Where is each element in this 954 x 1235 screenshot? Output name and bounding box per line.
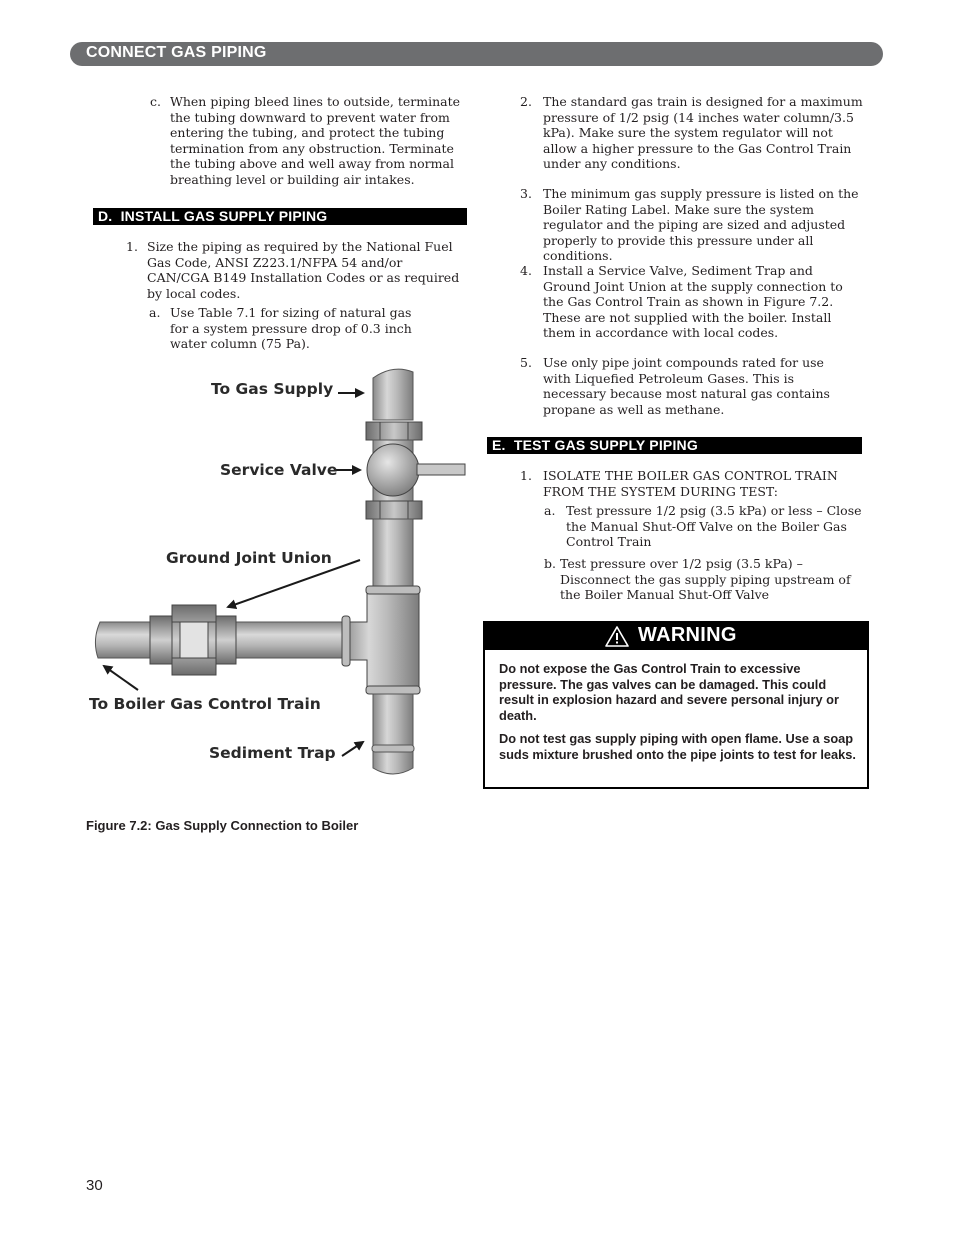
warning-header <box>485 623 867 650</box>
arrow-sediment-trap <box>342 742 363 756</box>
section-d-letter: D. <box>98 208 113 224</box>
list-item-marker: a. <box>149 305 161 320</box>
label-to-boiler-gas-control-train: To Boiler Gas Control Train <box>89 695 321 713</box>
section-e-heading <box>487 437 862 454</box>
gas-piping-illustration <box>80 360 480 785</box>
service-valve-handle <box>417 464 465 475</box>
section-e-letter: E. <box>492 437 506 453</box>
page-number: 30 <box>86 1177 103 1194</box>
list-item-2 <box>520 94 865 174</box>
section-e-title: TEST GAS SUPPLY PIPING <box>513 437 698 453</box>
list-item-text: Install a Service Valve, Sediment Trap and Ground Joint Union at the supply connection to the Gas Control Train as shown in Figure 7.2. These are not supplied with the boiler. Install them in accordance with local codes. <box>543 263 843 341</box>
arrow-boiler-train <box>104 666 138 690</box>
list-item-1a <box>149 305 449 353</box>
label-to-gas-supply: To Gas Supply <box>211 380 334 398</box>
warning-paragraph-1: Do not expose the Gas Control Train to excessive pressure. The gas valves can be damaged. This could result in explosion hazard and severe personal injury or death. <box>499 661 839 723</box>
list-item-marker: 1. <box>520 468 532 483</box>
list-item-marker: 1. <box>126 239 138 254</box>
list-item-text: When piping bleed lines to outside, terminate the tubing downward to prevent water from entering the tubing, and protect the tubing termination from any obstruction. Terminate the tubing above and well away from normal breathing level or building air intakes. <box>170 94 460 187</box>
lower-coupling <box>366 501 422 519</box>
list-item-marker: c. <box>150 94 161 109</box>
list-item-1 <box>126 239 466 303</box>
label-ground-joint-union: Ground Joint Union <box>166 549 332 567</box>
list-item-c <box>150 94 470 189</box>
list-item-marker: 4. <box>520 263 532 278</box>
tee-fitting <box>342 592 419 690</box>
list-item-text: Test pressure over 1/2 psig (3.5 kPa) – Disconnect the gas supply piping upstream of the Boiler Manual Shut-Off Valve <box>560 556 851 603</box>
section-header-title: CONNECT GAS PIPING <box>86 44 267 61</box>
list-item-marker: 3. <box>520 186 532 201</box>
warning-title: WARNING <box>638 624 737 646</box>
list-item-text: Test pressure 1/2 psig (3.5 kPa) or less – Close the Manual Shut-Off Valve on the Boiler Gas Control Train <box>566 503 862 550</box>
list-item-e1a <box>544 503 864 551</box>
list-item-text: Use Table 7.1 for sizing of natural gas for a system pressure drop of 0.3 inch water column (75 Pa). <box>170 305 412 352</box>
list-item-marker: 2. <box>520 94 532 109</box>
warning-paragraph-2: Do not test gas supply piping with open flame. Use a soap suds mixture brushed onto the pipe joints to test for leaks. <box>499 731 856 762</box>
list-item-text: The standard gas train is designed for a maximum pressure of 1/2 psig (14 inches water column/3.5 kPa). Make sure the system regulator will not allow a higher pressure to the Gas Control Train under any conditions. <box>543 94 863 172</box>
arrow-union <box>228 560 360 607</box>
section-d-heading <box>93 208 467 225</box>
list-item-5 <box>520 355 865 419</box>
list-item-text: Size the piping as required by the National Fuel Gas Code, ANSI Z223.1/NFPA 54 and/or CAN/CGA B149 Installation Codes or as required by local codes. <box>147 239 460 301</box>
list-item-marker: a. <box>544 503 556 518</box>
gas-piping-figure <box>80 360 480 785</box>
section-d-title: INSTALL GAS SUPPLY PIPING <box>120 208 328 224</box>
list-item-text: ISOLATE THE BOILER GAS CONTROL TRAIN FROM THE SYSTEM DURING TEST: <box>543 468 838 499</box>
upper-coupling <box>366 422 422 440</box>
label-sediment-trap: Sediment Trap <box>209 744 336 762</box>
list-item-e1 <box>520 468 865 502</box>
list-item-text: Use only pipe joint compounds rated for use with Liquefied Petroleum Gases. This is necessary because most natural gas contains propane as well as methane. <box>543 355 830 417</box>
warning-triangle-icon <box>605 626 629 647</box>
label-service-valve: Service Valve <box>220 461 338 479</box>
list-item-3 <box>520 186 865 264</box>
list-item-marker: b. <box>544 556 556 571</box>
section-header-bar <box>70 42 883 66</box>
supply-pipe-top <box>373 369 413 420</box>
sediment-trap-pipe <box>373 694 413 774</box>
list-item-text: The minimum gas supply pressure is listed on the Boiler Rating Label. Make sure the system regulator and the piping are sized and adjusted properly to provide this pressure under all conditions. <box>543 186 859 264</box>
service-valve-body <box>367 444 419 496</box>
list-item-marker: 5. <box>520 355 532 370</box>
figure-caption: Figure 7.2: Gas Supply Connection to Boiler <box>86 818 359 833</box>
list-item-e1b <box>544 556 864 604</box>
warning-box <box>483 621 869 789</box>
list-item-4 <box>520 263 865 343</box>
